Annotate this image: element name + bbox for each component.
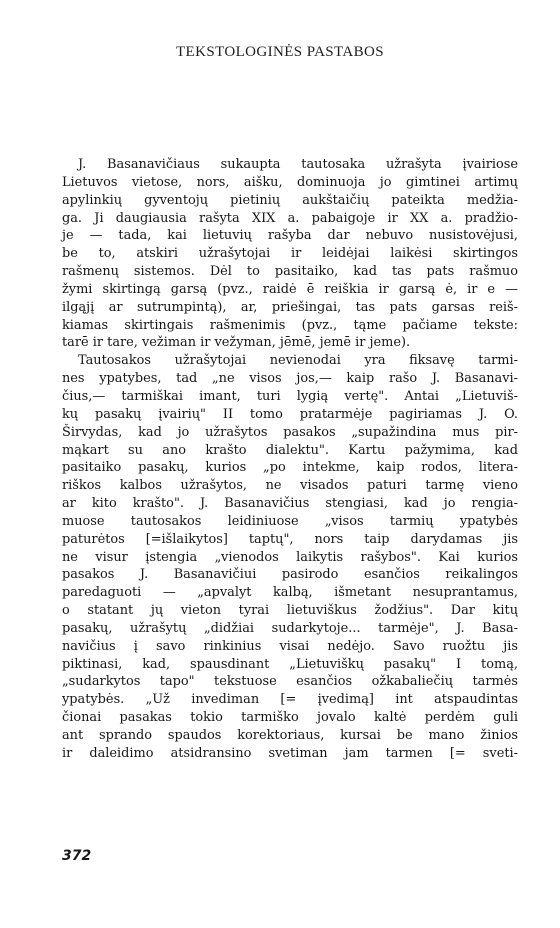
text-line: ga. Ji daugiausia rašyta XIX a. pabaigoje ir XX a. pradžio- — [62, 210, 518, 226]
text-line: ypatybės. „Už invediman [= įvedimą] int atspaudintas — [62, 692, 518, 708]
text-line: pasakos J. Basanavičiui pasirodo esančios reikalingos — [62, 567, 518, 583]
text-line: be to, atskiri užrašytojai ir leidėjai laikėsi skirtingos — [62, 246, 518, 262]
text-line: žymi skirtingą garsą (pvz., raidė ē reiškia ir garsą ė, ir e — — [62, 281, 518, 297]
paragraph — [62, 156, 518, 352]
text-line: ir daleidimo atsidransino svetiman jam tarmen [= sveti- — [62, 745, 518, 761]
text-line: piktinasi, kad, spausdinant „Lietuviškų pasakų" I tomą, — [62, 656, 518, 672]
text-line: J. Basanavičiaus sukaupta tautosaka užrašyta įvairiose — [78, 157, 518, 172]
text-line: kiamas skirtingais rašmenimis (pvz., tąme pačiame tekste: — [62, 317, 518, 333]
text-line: Lietuvos vietose, nors, aišku, dominuoja jo gimtinei artimų — [62, 174, 518, 190]
text-line: je — tada, kai lietuvių rašyba dar nebuvo nusistovėjusi, — [62, 228, 518, 244]
text-line: ne visur įstengia „vienodos laikytis rašybos". Kai kurios — [62, 549, 518, 565]
text-line: tarē ir tare, vežiman ir vežyman, jēmē, jemē ir jeme). — [62, 335, 411, 351]
text-line: ilgąjį ar sutrumpintą), ar, priešingai, tas pats garsas reiš- — [62, 299, 518, 315]
text-line: paredaguoti — „apvalyt kalbą, išmetant nesuprantamus, — [62, 585, 518, 601]
running-header: TEKSTOLOGINĖS PASTABOS — [175, 44, 385, 60]
text-line: pasakų, užrašytų „didžiai sudarkytoje... tarmėje", J. Basa- — [62, 620, 518, 636]
body-text — [62, 156, 518, 763]
text-line: pasitaiko pasakų, kurios „po intekme, kaip rodos, litera- — [62, 460, 518, 476]
page-number: 372 — [62, 848, 92, 864]
text-line: „sudarkytos tapo" tekstuose esančios ožkabaliečių tarmės — [62, 674, 518, 690]
text-line: ar kito krašto". J. Basanavičius stengiasi, kad jo rengia- — [62, 496, 518, 512]
text-line: Tautosakos užrašytojai nevienodai yra fiksavę tarmi- — [78, 353, 518, 369]
text-line: ant sprando spaudos korektoriaus, kursai be mano žinios — [62, 728, 518, 743]
paragraph — [62, 352, 518, 762]
text-line: nes ypatybes, tad „ne visos jos,— kaip rašo J. Basanavi- — [62, 371, 518, 387]
text-line: muose tautosakos leidiniuose „visos tarmių ypatybės — [62, 513, 518, 529]
text-line: paturėtos [=išlaikytos] taptų", nors taip darydamas jis — [62, 531, 518, 547]
text-line: navičius į savo rinkinius visai nedėjo. Savo ruožtu jis — [62, 638, 518, 654]
text-line: rašmenų sistemos. Dėl to pasitaiko, kad tas pats rašmuo — [62, 264, 518, 280]
text-line: apylinkių gyventojų pietinių aukštaičių pateikta medžia- — [62, 192, 518, 208]
text-line: kų pasakų įvairių" II tomo pratarmėje pagiriamas J. O. — [62, 406, 518, 422]
text-line: mąkart su ano krašto dialektu". Kartu pažymima, kad — [62, 442, 518, 458]
text-line: riškos kalbos užrašytos, ne visados paturi tarmę vieno — [62, 478, 518, 494]
text-line: čionai pasakas tokio tarmiško jovalo kaltė perdėm guli — [62, 710, 518, 726]
text-line: čius,— tarmiškai imant, turi lygią vertę". Antai „Lietuviš- — [62, 388, 518, 404]
text-line: o statant jų vieton tyrai lietuviškus žodžius". Dar kitų — [62, 603, 518, 619]
text-line: Širvydas, kad jo užrašytos pasakos „supažindina mus pir- — [62, 424, 518, 440]
